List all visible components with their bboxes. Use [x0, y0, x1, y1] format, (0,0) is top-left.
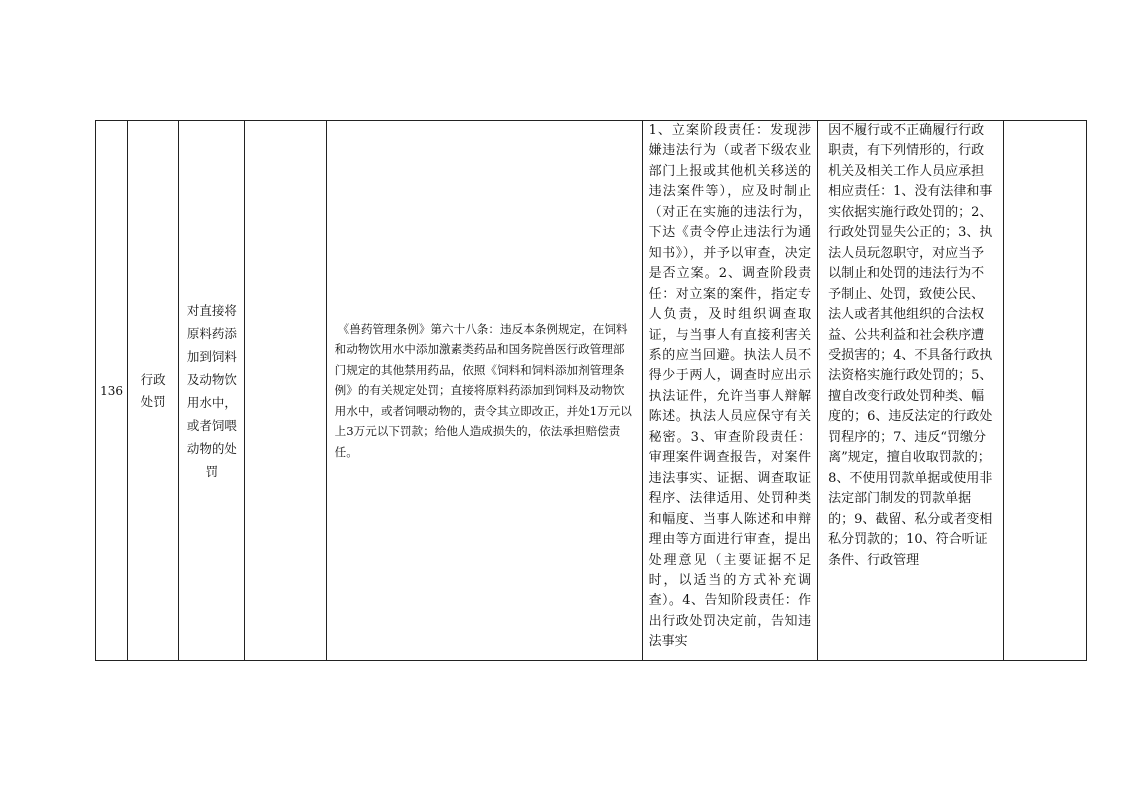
category-text: 行政处罚 — [140, 371, 166, 409]
authority-table — [95, 120, 1087, 661]
table-row — [96, 121, 1087, 661]
remarks-cell — [1003, 121, 1086, 661]
item-category — [128, 121, 179, 661]
responsibility-text: 1、立案阶段责任：发现涉嫌违法行为（或者下级农业部门上报或其他机关移送的违法案件等），应及时制止（对正在实施的违法行为，下达《责令停止违法行为通知书》），并予以审查，决定是否立案。2、调查阶段责任：对立案的案件，指定专人负责，及时组织调查取证，与当事人有直接利害关系的应当回避。执法人员不得少于两人，调查时应出示执法证件，允许当事人辩解陈述。执法人员应保守有关秘密。3、审查阶段责任：审理案件调查报告，对案件违法事实、证据、调查取证程序、法律适用、处罚种类和幅度、当事人陈述和申辩理由等方面进行审查，提出处理意见（主要证据不足时，以适当的方式补充调查）。4、告知阶段责任：作出行政处罚决定前，告知违法事实 — [648, 123, 812, 650]
accountability-text: 因不履行或不正确履行行政职责，有下列情形的，行政机关及相关工作人员应承担相应责任：1、没有法律和事实依据实施行政处罚的；2、行政处罚显失公正的；3、执法人员玩忽职守，对应当予以制止和处罚的违法行为不予制止、处罚，致使公民、法人或者其他组织的合法权益、公共利益和社会秩序遭受损害的；4、不具备行政执法资格实施行政处罚的；5、擅自改变行政处罚种类、幅度的；6、违反法定的行政处罚程序的；7、违反“罚缴分离”规定，擅自收取罚款的；8、不使用罚款单据或使用非法定部门制发的罚款单据的；9、截留、私分或者变相私分罚款的；10、符合听证条件、行政管理 — [828, 123, 993, 568]
item-name-text: 对直接将原料药添加到饲料及动物饮用水中，或者饲喂动物的处罚 — [186, 302, 237, 479]
item-name — [179, 121, 245, 661]
legal-basis-text: 《兽药管理条例》第六十八条：违反本条例规定，在饲料和动物饮用水中添加激素类药品和国务院兽医行政管理部门规定的其他禁用药品，依照《饲料和饲料添加剂管理条例》的有关规定处罚；直接将原料药添加到饲料及动物饮用水中，或者饲喂动物的，责令其立即改正，并处1万元以上3万元以下罚款；给他人造成损失的，依法承担赔偿责任。 — [334, 321, 632, 459]
sub-item-cell — [245, 121, 326, 661]
legal-basis-cell — [326, 121, 642, 661]
responsibility-cell — [642, 121, 818, 661]
accountability-cell — [818, 121, 1004, 661]
item-number: 136 — [96, 121, 128, 661]
